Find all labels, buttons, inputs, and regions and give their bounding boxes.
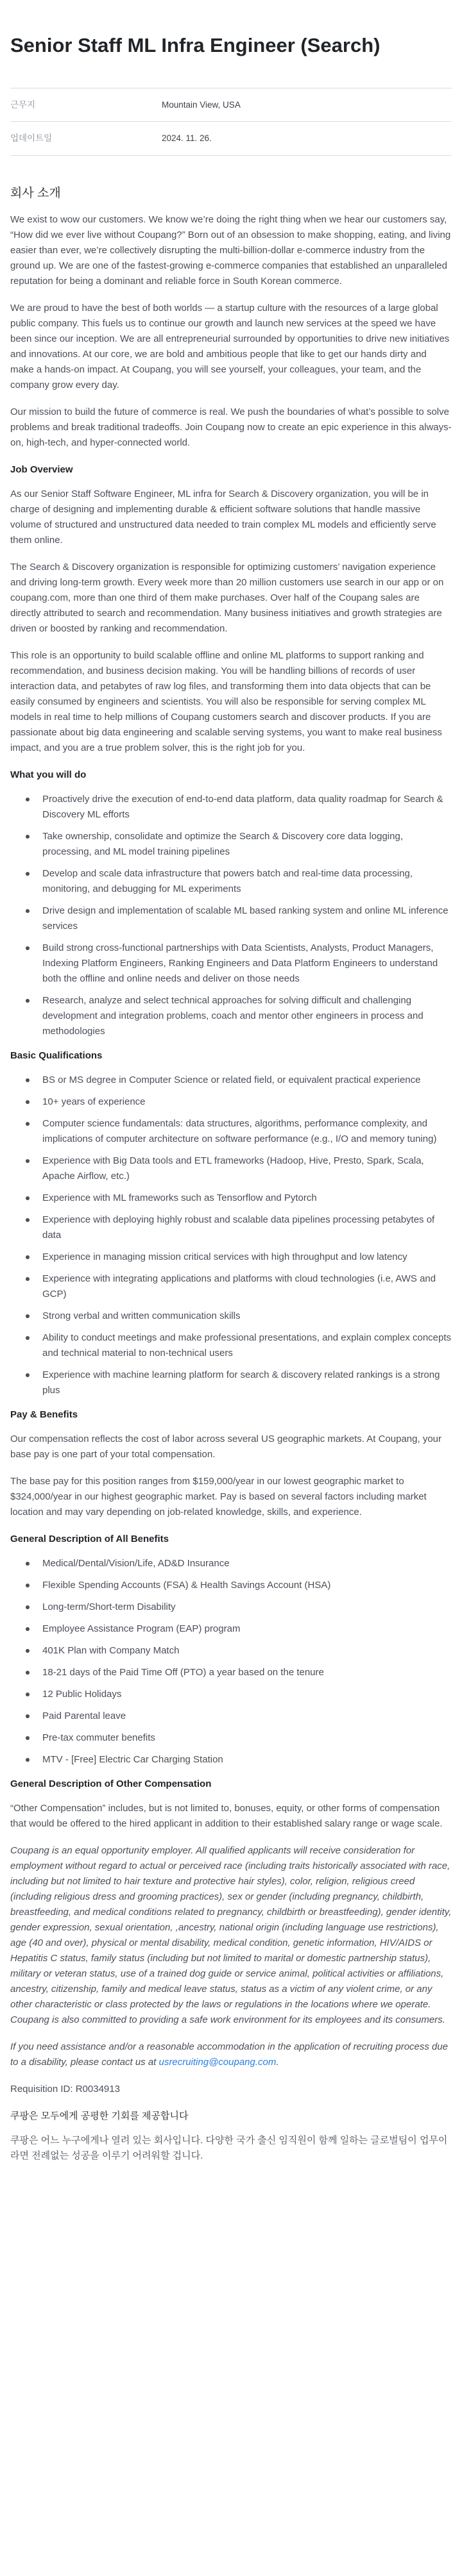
bullet-icon [26,1100,30,1104]
bullet-icon [26,1693,30,1696]
meta-row-location [10,88,452,122]
list-item-text: Paid Parental leave [42,1710,126,1722]
closing-paragraph: 쿠팡은 어느 누구에게나 열려 있는 회사입니다. 다양한 국가 출신 임직원이 함께 일하는 글로벌팀이 업무이라면 전례없는 성공을 이루기 어려워할 겁니다. [10,2135,448,2162]
bullet-icon [26,1314,30,1318]
bullet-icon [26,1255,30,1259]
list-item-text: Proactively drive the execution of end-to-end data platform, data quality roadmap for Search & Discovery ML efforts [42,794,443,821]
list-item [10,1730,452,1746]
list-item [10,1330,452,1361]
pay-title: Pay & Benefits [10,1409,78,1421]
list-item [10,903,452,934]
other-compensation-paragraph: “Other Compensation” includes, but is not limited to, bonuses, equity, or other forms of compensation that would be offered to the hired applicant in addition to their established salary range or wage scale. [10,1803,443,1830]
meta-value-location: Mountain View, USA [162,99,241,110]
list-item-text: Strong verbal and written communication skills [42,1310,241,1322]
meta-key-location: 근무지 [10,99,36,110]
list-item-text: Medical/Dental/Vision/Life, AD&D Insurance [42,1558,230,1569]
recruiting-email-link[interactable]: usrecruiting@coupang.com [158,2057,277,2068]
duties-title: What you will do [10,769,87,781]
bullet-icon [26,1122,30,1126]
list-item-text: Experience with machine learning platform for search & discovery related rankings is a strong plus [42,1369,440,1396]
list-item-text: Experience with Big Data tools and ETL frameworks (Hadoop, Hive, Presto, Spark, Scala, Apache Airflow, etc.) [42,1155,424,1182]
list-item-text: Take ownership, consolidate and optimize the Search & Discovery core data logging, processing, and ML model training pipelines [42,831,403,858]
accommodation-note [10,2039,452,2070]
list-item [10,866,452,897]
list-item-text: Computer science fundamentals: data structures, algorithms, performance complexity, and implications of computer architecture on software performance (e.g., I/O and memory tuning) [42,1118,437,1145]
qualifications-title: Basic Qualifications [10,1050,103,1062]
list-item-text: Experience with ML frameworks such as Tensorflow and Pytorch [42,1192,317,1204]
bullet-icon [26,1336,30,1340]
list-item-text: Build strong cross-functional partnerships with Data Scientists, Analysts, Product Managers, Indexing Platform Engineers, Ranking Engineers and Data Platform Engineers to understand both the offline and online needs and deliver on those needs [42,942,438,985]
accommodation-suffix: . [276,2057,279,2068]
overview-paragraph: The Search & Discovery organization is responsible for optimizing customers’ navigation experience and driving long-term growth. Every week more than 20 million customers use search in our app or on coupang.com, more than one third of them make purchases. Over half of the Coupang sales are directly attributed to search and recommendation. Many business initiatives and growth strategies are driven or boosted by ranking and recommendation. [10,562,444,635]
bullet-icon [26,1649,30,1653]
bullet-icon [26,1196,30,1200]
intro-paragraph: Our mission to build the future of commerce is real. We push the boundaries of what’s possible to solve problems and break traditional tradeoffs. Join Coupang now to create an epic experience in this always-on, high-tech, and hyper-connected world. [10,406,452,449]
requisition-id: Requisition ID: R0034913 [10,2084,120,2095]
bullet-icon [26,999,30,1003]
list-item [10,1073,452,1088]
bullet-icon [26,1562,30,1566]
bullet-icon [26,1277,30,1281]
list-item [10,1578,452,1593]
list-item [10,1643,452,1659]
list-item [10,829,452,860]
list-item [10,1153,452,1184]
bullet-icon [26,1373,30,1377]
list-item-text: MTV - [Free] Electric Car Charging Station [42,1754,223,1766]
intro-paragraph: We are proud to have the best of both worlds — a startup culture with the resources of a large global public company. This fuels us to continue our growth and launch new services at the speed we have been since our inception. We are all entrepreneurial surrounded by opportunities to drive new initiatives and innovations. At our core, we are bold and ambitious people that like to get our hands dirty and make a hands-on impact. At Coupang, you will see yourself, your colleagues, your team, and the company grow every day. [10,303,450,391]
list-item-text: BS or MS degree in Computer Science or related field, or equivalent practical experience [42,1075,421,1086]
intro-paragraph: We exist to wow our customers. We know we’re doing the right thing when we hear our customers say, “How did we ever live without Coupang?” Born out of an obsession to make shopping, eating, and living easier than ever, we’re collectively disrupting the multi-billion-dollar e-commerce industry from the ground up. We are one of the fastest-growing e-commerce companies that established an unparalleled reputation for being a dominant and reliable force in South Korean commerce. [10,214,451,287]
overview-paragraph: As our Senior Staff Software Engineer, ML infra for Search & Discovery organization, you will be in charge of designing and implementing durable & efficient software solutions that handle massive volume of structured and unstructured data needed to train complex ML models and efficiently serve them online. [10,489,436,546]
meta-key-updated: 업데이트일 [10,133,53,144]
duties-list [10,792,452,1039]
pay-paragraph: Our compensation reflects the cost of labor across several US geographic markets. At Coupang, your base pay is one part of your total compensation. [10,1434,441,1460]
list-item-text: Research, analyze and select technical approaches for solving difficult and challenging development and integration problems, coach and mentor other engineers in process and methodologies [42,995,424,1037]
list-item-text: 401K Plan with Company Match [42,1645,180,1657]
list-item [10,1250,452,1265]
bullet-icon [26,1605,30,1609]
bullet-icon [26,1736,30,1740]
qualifications-list [10,1073,452,1398]
list-item [10,1687,452,1702]
list-item-text: Experience with integrating applications and platforms with cloud technologies (i.e, AWS and GCP) [42,1273,436,1300]
list-item [10,1271,452,1302]
other-compensation-title: General Description of Other Compensation [10,1778,212,1790]
list-item-text: Develop and scale data infrastructure that powers batch and real-time data processing, monitoring, and debugging for ML experiments [42,868,413,895]
list-item-text: Long-term/Short-term Disability [42,1602,176,1613]
job-title: Senior Staff ML Infra Engineer (Search) [10,34,381,56]
bullet-icon [26,1714,30,1718]
list-item-text: Pre-tax commuter benefits [42,1732,155,1744]
list-item [10,1212,452,1243]
list-item [10,1309,452,1324]
bullet-icon [26,909,30,913]
bullet-icon [26,1078,30,1082]
job-meta-table [10,88,452,156]
list-item [10,1367,452,1398]
bullet-icon [26,1584,30,1587]
list-item-text: 12 Public Holidays [42,1689,122,1700]
company-intro-heading: 회사 소개 [10,186,61,200]
list-item-text: 10+ years of experience [42,1096,146,1108]
list-item [10,1556,452,1571]
job-overview-title: Job Overview [10,464,73,476]
list-item [10,1600,452,1615]
meta-row-updated [10,122,452,156]
list-item [10,1752,452,1768]
list-item-text: Experience in managing mission critical services with high throughput and low latency [42,1251,407,1263]
accommodation-text: If you need assistance and/or a reasonable accommodation in the application of recruiting process due to a disability, please contact us at [10,2041,449,2068]
bullet-icon [26,1627,30,1631]
bullet-icon [26,798,30,801]
list-item [10,993,452,1039]
overview-paragraph: This role is an opportunity to build scalable offline and online ML platforms to support ranking and recommendation, and business decision making. You will be handling billions of records of user interaction data, and petabytes of raw log files, and transforming them into data objects that can be easily consumed by engineers and scientists. You will also be responsible for serving complex ML models in real time to help millions of Coupang customers search and discover products. If you are passionate about big data engineering and scalable serving systems, you want to make real business impact, and you are a true problem solver, this is the right job for you. [10,650,442,754]
bullet-icon [26,1671,30,1675]
pay-paragraph: The base pay for this position ranges from $159,000/year in our lowest geographic market to $324,000/year in our highest geographic market. Pay is based on several factors including market location and may vary depending on job-related knowledge, skills, and experience. [10,1476,427,1518]
list-item [10,792,452,823]
bullet-icon [26,872,30,876]
benefits-title: General Description of All Benefits [10,1534,169,1545]
list-item-text: Flexible Spending Accounts (FSA) & Health Savings Account (HSA) [42,1580,331,1591]
list-item [10,941,452,987]
list-item-text: 18-21 days of the Paid Time Off (PTO) a year based on the tenure [42,1667,324,1678]
closing-title: 쿠팡은 모두에게 공평한 기회를 제공합니다 [10,2111,189,2122]
list-item [10,1709,452,1724]
list-item-text: Experience with deploying highly robust and scalable data pipelines processing petabytes of data [42,1214,435,1241]
list-item [10,1621,452,1637]
benefits-list [10,1556,452,1768]
list-item [10,1191,452,1206]
bullet-icon [26,946,30,950]
list-item [10,1094,452,1110]
list-item-text: Drive design and implementation of scalable ML based ranking system and online ML inference services [42,905,449,932]
meta-value-updated: 2024. 11. 26. [162,133,212,144]
list-item-text: Employee Assistance Program (EAP) program [42,1623,241,1635]
eeo-statement: Coupang is an equal opportunity employer. All qualified applicants will receive consideration for employment without regard to actual or perceived race (including traits historically associated with race, including but not limited to hair texture and protective hair styles), color, religion, religious creed (including religious dress and grooming practices), sex or gender (including pregnancy, childbirth, breastfeeding, and medical conditions related to pregnancy, childbirth or breastfeeding), gender identity, gender expression, sexual orientation, ,ancestry, national origin (including language use restrictions), age (40 and over), physical or mental disability, medical condition, genetic information, HIV/AIDS or Hepatitis C status, family status (including but not limited to marital or domestic partnership status), military or veteran status, use of a trained dog guide or service animal, political activities or affiliations, ancestry, citizenship, family and medical leave status, status as a victim of any violent crime, or any other characteristic or class protected by the laws or regulations in the locations where we operate. Coupang is also committed to providing a safe work environment for its employees and its consumers. [10,1845,452,2026]
list-item-text: Ability to conduct meetings and make professional presentations, and explain complex concepts and technical material to non-technical users [42,1332,452,1359]
bullet-icon [26,1758,30,1762]
list-item [10,1116,452,1147]
bullet-icon [26,1218,30,1222]
bullet-icon [26,835,30,839]
list-item [10,1665,452,1680]
bullet-icon [26,1159,30,1163]
